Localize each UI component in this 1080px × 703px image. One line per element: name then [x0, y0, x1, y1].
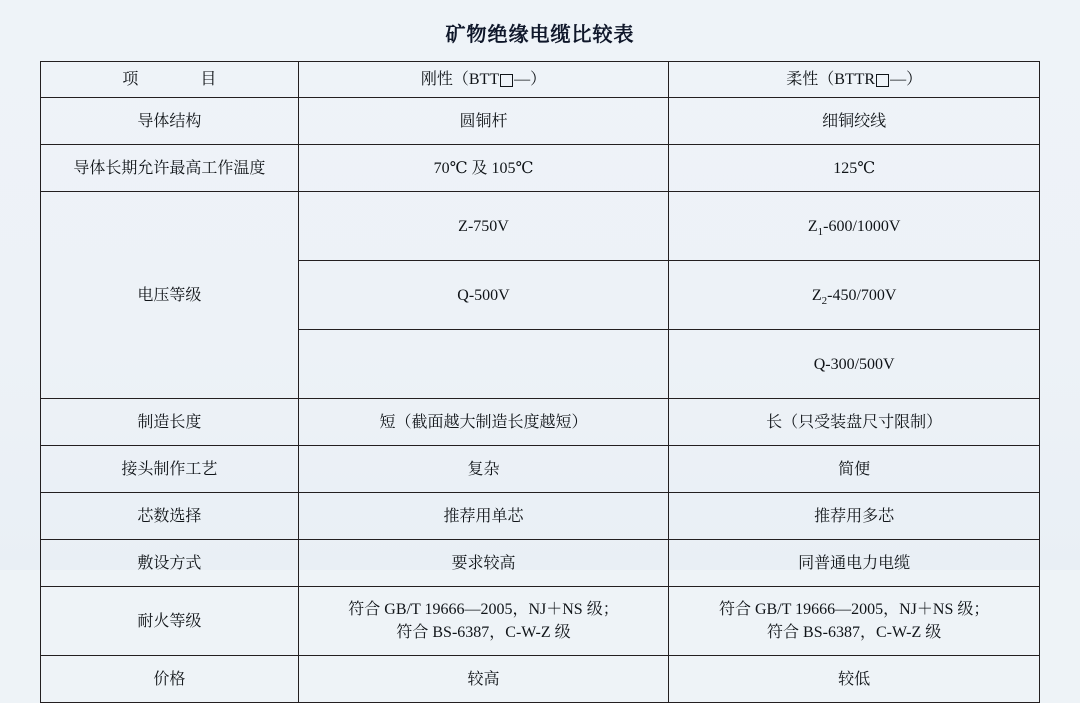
table-row [41, 587, 1040, 656]
row-label-max-temperature: 导体长期允许最高工作温度 [41, 145, 299, 192]
cell-rigid-fire-rating-line2: 符合 BS-6387，C-W-Z 级 [396, 624, 571, 642]
page-title: 矿物绝缘电缆比较表 [445, 24, 635, 46]
row-label-conductor-structure: 导体结构 [41, 98, 299, 145]
header-cell-flexible [669, 62, 1040, 98]
row-label-manufacturing-length: 制造长度 [41, 399, 299, 446]
table-row [41, 493, 1040, 540]
cell-flexible-voltage-2 [669, 261, 1040, 330]
cell-rigid-joint-process: 复杂 [298, 446, 669, 493]
table-row [41, 540, 1040, 587]
cell-rigid-manufacturing-length: 短（截面越大制造长度越短） [298, 399, 669, 446]
cell-rigid-fire-rating [298, 587, 669, 656]
row-label-price: 价格 [41, 656, 299, 703]
table-row [41, 145, 1040, 192]
header-item-label: 项 目 [122, 71, 227, 88]
cell-flexible-laying-method: 同普通电力电缆 [669, 540, 1040, 587]
header-cell-item [41, 62, 299, 98]
cell-flexible-voltage-1 [669, 192, 1040, 261]
header-rigid-label: 刚性（BTT —） [420, 71, 547, 88]
cell-rigid-conductor-structure: 圆铜杆 [298, 98, 669, 145]
row-label-joint-process: 接头制作工艺 [41, 446, 299, 493]
cell-flexible-core-count: 推荐用多芯 [669, 493, 1040, 540]
table-row [41, 656, 1040, 703]
row-label-laying-method: 敷设方式 [41, 540, 299, 587]
cell-rigid-voltage-3 [298, 330, 669, 399]
row-label-fire-rating: 耐火等级 [41, 587, 299, 656]
table-header-row [41, 62, 1040, 98]
table-row [41, 446, 1040, 493]
table-row [41, 192, 1040, 261]
table-row [41, 98, 1040, 145]
cell-flexible-manufacturing-length: 长（只受装盘尺寸限制） [669, 399, 1040, 446]
row-label-voltage-grade: 电压等级 [41, 192, 299, 399]
cell-rigid-fire-rating-line1: 符合 GB/T 19666—2005，NJ＋NS 级； [348, 601, 619, 618]
row-label-core-count: 芯数选择 [41, 493, 299, 540]
cell-flexible-conductor-structure: 细铜绞线 [669, 98, 1040, 145]
header-flexible-label: 柔性（BTTR —） [786, 71, 923, 88]
cell-flexible-fire-rating [669, 587, 1040, 656]
comparison-table [40, 61, 1040, 703]
cell-rigid-price: 较高 [298, 656, 669, 703]
cell-rigid-laying-method: 要求较高 [298, 540, 669, 587]
cell-rigid-voltage-1: Z-750V [298, 192, 669, 261]
cell-rigid-voltage-2: Q-500V [298, 261, 669, 330]
cell-flexible-joint-process: 简便 [669, 446, 1040, 493]
cell-flexible-price: 较低 [669, 656, 1040, 703]
cell-flexible-fire-rating-line2: 符合 BS-6387，C-W-Z 级 [767, 624, 942, 642]
placeholder-box-icon [876, 74, 889, 87]
cell-flexible-fire-rating-line1: 符合 GB/T 19666—2005，NJ＋NS 级； [718, 601, 990, 618]
cell-rigid-core-count: 推荐用单芯 [298, 493, 669, 540]
placeholder-box-icon [500, 74, 513, 87]
cell-rigid-max-temperature: 70℃ 及 105℃ [298, 145, 669, 192]
header-cell-rigid [298, 62, 669, 98]
voltage-z1-label: $Z_1-600/1000V$ [807, 217, 901, 238]
cell-flexible-max-temperature: 125℃ [669, 145, 1040, 192]
voltage-z2-label: $Z_2-450/700V$ [811, 286, 897, 307]
cell-flexible-voltage-3: Q-300/500V [669, 330, 1040, 399]
table-row [41, 399, 1040, 446]
